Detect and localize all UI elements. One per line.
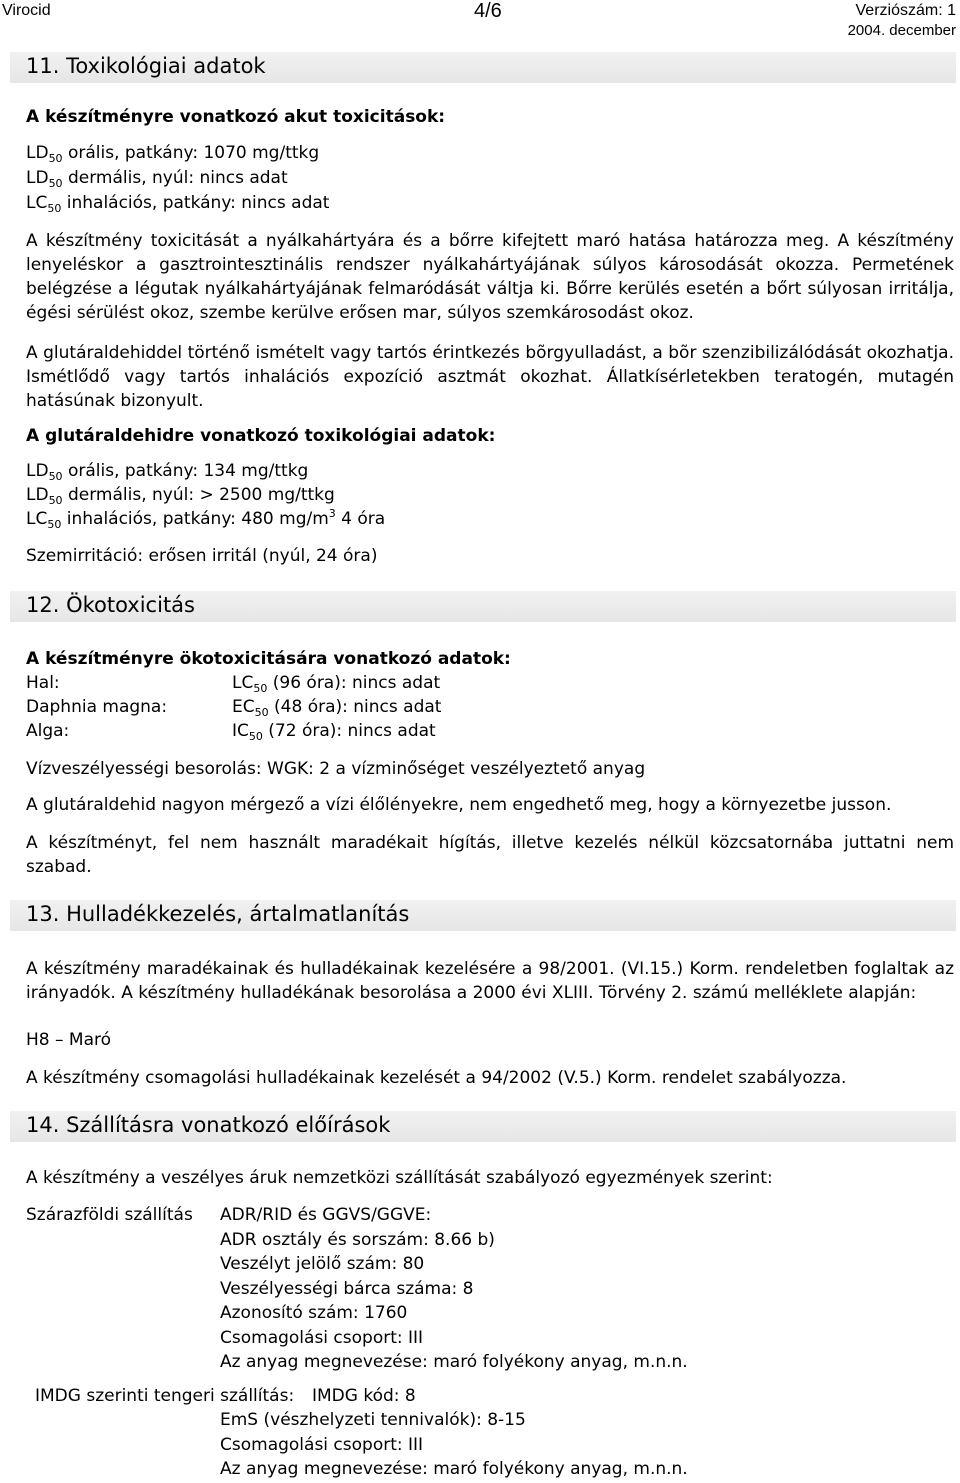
- measure-abbr: LD: [26, 461, 49, 481]
- measure-text: (72 óra): nincs adat: [268, 721, 436, 741]
- measure-text: inhalációs, patkány: nincs adat: [66, 193, 330, 213]
- measure-subscript: 50: [254, 706, 269, 719]
- section-11-title: 11. Toxikológiai adatok: [26, 54, 266, 78]
- measure-text: dermális, nyúl: nincs adat: [67, 168, 288, 188]
- land-transport-line: Az anyag megnevezése: maró folyékony anyag, m.n.n.: [220, 1352, 688, 1372]
- measure-subscript: 50: [47, 518, 62, 531]
- acute-row: [26, 143, 319, 163]
- section-12-title: 12. Ökotoxicitás: [26, 593, 195, 617]
- page-number: 4/6: [474, 0, 502, 22]
- waste-paragraph-1: A készítmény maradékainak és hulladékainak kezelésére a 98/2001. (VI.15.) Korm. rendeletben foglaltak az irányadók. A készítmény hulladékának besorolása a 2000 évi XLIII. Törvény 2. számú melléklete alapján:: [26, 959, 954, 1003]
- sea-transport-line: Az anyag megnevezése: maró folyékony anyag, m.n.n.: [220, 1459, 688, 1479]
- measure-suffix: 4 óra: [335, 509, 386, 529]
- toxicity-paragraph-2: A glutáraldehiddel történő ismételt vagy tartós érintkezés bõrgyulladást, a bõr szenzibilizálódását okozhatja. Ismétlődő vagy tartós inhalációs expozíció asztmát okozhat. Állatkísérletekben teratogén, mutagén hatásúnak bizonyult.: [26, 343, 954, 411]
- toxicity-paragraph-1: A készítmény toxicitását a nyálkahártyára és a bőrre kifejtett maró hatása határozza meg. A készítmény lenyeléskor a gasztrointesztinális rendszer nyálkahártyájának súlyos károsodását okozza. Permetének belégzése a légutak nyálkahártyájának felmaródását váltja ki. Bőrre kerülés esetén a bőrt súlyosan irritálja, égési sérülést okoz, szembe kerülve erősen mar, súlyos szemkárosodást okoz.: [26, 231, 954, 323]
- sea-transport-code: IMDG kód: 8: [312, 1386, 416, 1406]
- ecotox-organism: Daphnia magna:: [26, 697, 168, 717]
- ecotox-heading: A készítményre ökotoxicitására vonatkozó adatok:: [26, 649, 511, 669]
- measure-abbr: IC: [232, 721, 249, 741]
- measure-text: inhalációs, patkány: 480 mg/m: [66, 509, 329, 529]
- measure-abbr: LD: [26, 143, 49, 163]
- glut-row: [26, 461, 308, 481]
- measure-abbr: LD: [26, 168, 49, 188]
- measure-abbr: EC: [232, 697, 255, 717]
- measure-superscript: 3: [328, 507, 336, 520]
- eye-irritation: Szemirritáció: erősen irritál (nyúl, 24 óra): [26, 546, 378, 566]
- ecotox-paragraph-1: A glutáraldehid nagyon mérgező a vízi élőlényekre, nem engedhető meg, hogy a környezetbe jusson.: [26, 795, 892, 815]
- ecotox-organism: Hal:: [26, 673, 60, 693]
- land-transport-line: Azonosító szám: 1760: [220, 1303, 408, 1323]
- sea-transport-line: EmS (vészhelyzeti tennivalók): 8-15: [220, 1410, 526, 1430]
- ecotox-value: [232, 721, 436, 741]
- waste-code: H8 – Maró: [26, 1030, 112, 1050]
- measure-subscript: 50: [48, 152, 63, 165]
- land-transport-line: ADR/RID és GGVS/GGVE:: [220, 1205, 432, 1225]
- measure-subscript: 50: [48, 494, 63, 507]
- measure-text: dermális, nyúl: > 2500 mg/ttkg: [67, 485, 335, 505]
- land-transport-line: ADR osztály és sorszám: 8.66 b): [220, 1229, 495, 1250]
- measure-subscript: 50: [48, 177, 63, 190]
- measure-text: orális, patkány: 1070 mg/ttkg: [67, 143, 320, 163]
- measure-abbr: LD: [26, 485, 49, 505]
- measure-subscript: 50: [48, 470, 63, 483]
- acute-row: [26, 193, 329, 213]
- measure-subscript: 50: [47, 202, 62, 215]
- glut-row: [26, 509, 385, 529]
- section-14-title: 14. Szállításra vonatkozó előírások: [26, 1113, 391, 1137]
- measure-subscript: 50: [253, 682, 268, 695]
- ecotox-organism: Alga:: [26, 721, 70, 741]
- glut-row: [26, 485, 335, 505]
- ecotox-value: [232, 697, 441, 717]
- transport-intro: A készítmény a veszélyes áruk nemzetközi szállítását szabályozó egyezmények szerint:: [26, 1168, 773, 1188]
- land-transport-label: Szárazföldi szállítás: [26, 1205, 193, 1225]
- measure-text: orális, patkány: 134 mg/ttkg: [67, 461, 309, 481]
- wgk-classification: Vízveszélyességi besorolás: WGK: 2 a vízminőséget veszélyeztető anyag: [26, 759, 646, 779]
- waste-paragraph-2: A készítmény csomagolási hulladékainak kezelését a 94/2002 (V.5.) Korm. rendelet szabályozza.: [26, 1068, 847, 1088]
- sea-transport-line: Csomagolási csoport: III: [220, 1434, 424, 1455]
- glutaraldehyde-heading: A glutáraldehidre vonatkozó toxikológiai adatok:: [26, 426, 496, 446]
- measure-abbr: LC: [26, 193, 48, 213]
- measure-abbr: LC: [232, 673, 254, 693]
- land-transport-line: Csomagolási csoport: III: [220, 1327, 424, 1348]
- ecotox-paragraph-2: A készítményt, fel nem használt maradékait hígítás, illetve kezelés nélkül közcsatornába juttatni nem szabad.: [26, 833, 954, 877]
- version-date: 2004. december: [847, 22, 956, 39]
- land-transport-line: Veszélyt jelölő szám: 80: [220, 1254, 425, 1274]
- version-number: Verziószám: 1: [855, 2, 956, 19]
- sea-transport-label: IMDG szerinti tengeri szállítás:: [35, 1386, 295, 1406]
- acute-row: [26, 168, 288, 188]
- land-transport-line: Veszélyességi bárca száma: 8: [220, 1278, 474, 1299]
- measure-text: (48 óra): nincs adat: [274, 697, 442, 717]
- section-13-title: 13. Hulladékkezelés, ártalmatlanítás: [26, 902, 410, 926]
- ecotox-value: [232, 673, 440, 693]
- measure-abbr: LC: [26, 509, 48, 529]
- product-name: Virocid: [2, 2, 51, 19]
- measure-text: (96 óra): nincs adat: [272, 673, 441, 693]
- acute-heading: A készítményre vonatkozó akut toxicitások:: [26, 107, 446, 127]
- measure-subscript: 50: [248, 730, 263, 743]
